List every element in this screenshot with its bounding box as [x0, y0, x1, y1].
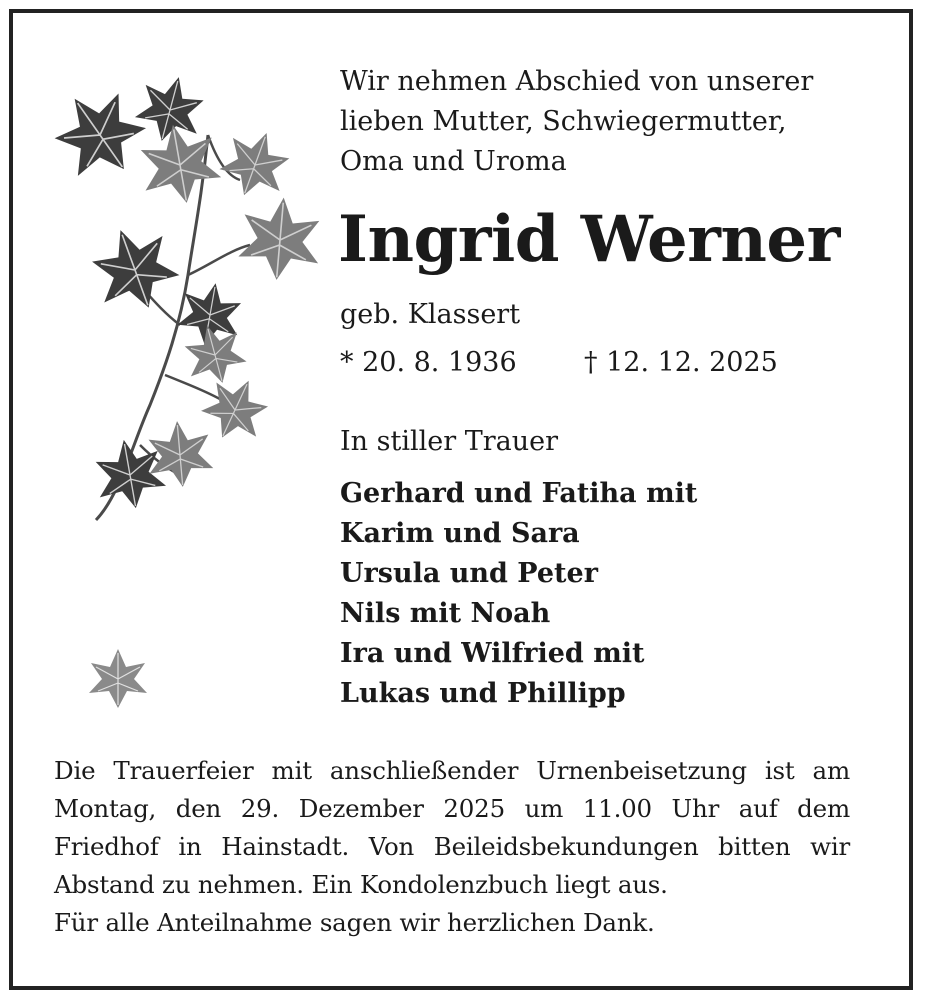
- mourning-heading: In stiller Trauer: [340, 426, 559, 457]
- ivy-leaf-illustration: [82, 645, 154, 713]
- intro-line: Oma und Uroma: [340, 146, 567, 177]
- intro-line: lieben Mutter, Schwiegermutter,: [340, 106, 787, 137]
- thanks-text: Für alle Anteilnahme sagen wir herzlichen Dank.: [54, 908, 655, 937]
- family-member: Gerhard und Fatiha mit: [340, 478, 698, 509]
- deceased-name: Ingrid Werner: [338, 202, 840, 277]
- family-member: Lukas und Phillipp: [340, 678, 626, 709]
- family-member: Ursula und Peter: [340, 558, 598, 589]
- death-date: † 12. 12. 2025: [584, 347, 778, 378]
- life-dates: [340, 343, 778, 383]
- family-member: Nils mit Noah: [340, 598, 551, 629]
- family-member: Karim und Sara: [340, 518, 580, 549]
- family-list: [340, 474, 697, 714]
- ivy-vine-illustration: [40, 75, 330, 535]
- birth-date: * 20. 8. 1936: [340, 347, 517, 378]
- maiden-name: geb. Klassert: [340, 299, 521, 330]
- family-member: Ira und Wilfried mit: [340, 638, 645, 669]
- intro-text: [340, 62, 880, 182]
- service-details: Die Trauerfeier mit anschließender Urnenbeisetzung ist am Montag, den 29. Dezember 2025 um 11.00 Uhr auf dem Friedhof in Hainstadt. Von Beileidsbekundungen bitten wir Abstand zu nehmen. Ein Kondolenzbuch liegt aus.: [54, 756, 850, 899]
- intro-line: Wir nehmen Abschied von unserer: [340, 66, 814, 97]
